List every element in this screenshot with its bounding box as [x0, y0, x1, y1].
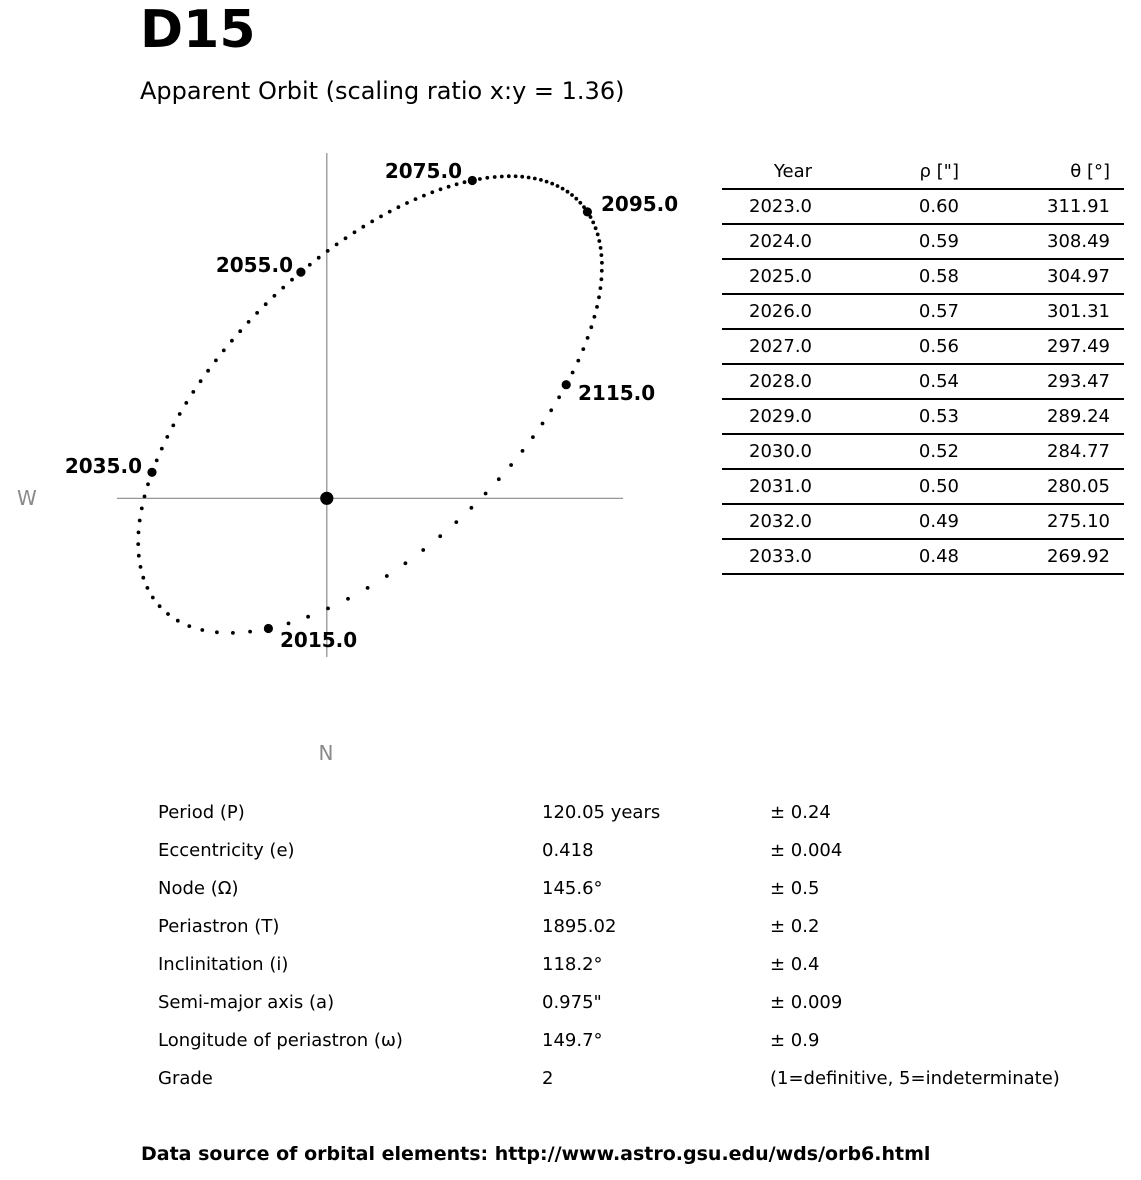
- year-label: 2115.0: [578, 381, 656, 405]
- table-cell-rho: 0.52: [812, 434, 959, 469]
- orbit-dot: [597, 239, 601, 243]
- orbit-dot: [317, 256, 321, 260]
- table-cell-rho: 0.48: [812, 539, 959, 574]
- element-row: [158, 1059, 1098, 1097]
- orbit-dot: [533, 177, 537, 181]
- table-cell-theta: 269.92: [959, 539, 1124, 574]
- table-cell-rho: 0.60: [812, 189, 959, 224]
- orbit-dot: [438, 534, 442, 538]
- ephemeris-markers: [147, 176, 592, 633]
- ephemeris-year-marker: [468, 176, 477, 185]
- orbit-dot: [485, 176, 489, 180]
- element-row: [158, 793, 1098, 831]
- orbit-dot: [566, 190, 570, 194]
- element-label: Grade: [158, 1067, 213, 1089]
- orbit-dot: [146, 482, 150, 486]
- page-title: D15: [140, 0, 256, 60]
- orbit-dot: [143, 495, 147, 499]
- orbit-dot: [287, 622, 291, 626]
- orbit-dot: [353, 230, 357, 234]
- table-row: [722, 189, 1124, 224]
- table-cell-theta: 275.10: [959, 504, 1124, 539]
- table-cell-year: 2028.0: [722, 364, 812, 399]
- element-value: 118.2°: [542, 953, 603, 975]
- element-error: ± 0.009: [770, 991, 843, 1013]
- orbit-dot: [593, 315, 597, 319]
- table-cell-year: 2029.0: [722, 399, 812, 434]
- orbit-dot: [599, 246, 603, 250]
- element-value: 120.05 years: [542, 801, 661, 823]
- orbit-dot: [556, 184, 560, 188]
- orbit-dot: [171, 424, 175, 428]
- orbit-dot: [463, 180, 467, 184]
- orbit-dot: [571, 371, 575, 375]
- table-cell-rho: 0.50: [812, 469, 959, 504]
- element-error: ± 0.004: [770, 839, 843, 861]
- orbit-dot: [454, 520, 458, 524]
- orbit-dot: [539, 178, 543, 182]
- primary-star-marker: [320, 492, 333, 505]
- orbit-dot: [141, 576, 145, 580]
- table-row: [722, 469, 1124, 504]
- orbit-dot: [591, 221, 595, 225]
- orbit-dot: [238, 329, 242, 333]
- table-cell-year: 2032.0: [722, 504, 812, 539]
- ephemeris-year-marker: [562, 380, 571, 389]
- orbit-dot: [264, 302, 268, 306]
- table-cell-theta: 284.77: [959, 434, 1124, 469]
- orbit-dot: [230, 339, 234, 343]
- element-value: 0.418: [542, 839, 594, 861]
- element-label: Periastron (T): [158, 915, 280, 937]
- orbit-dot: [570, 193, 574, 197]
- element-value: 149.7°: [542, 1029, 603, 1051]
- orbit-dot: [520, 175, 524, 179]
- orbit-dot: [550, 182, 554, 186]
- orbit-dot: [290, 278, 294, 282]
- table-cell-rho: 0.58: [812, 259, 959, 294]
- orbit-dot: [326, 607, 330, 611]
- west-direction-label: W: [17, 486, 37, 510]
- table-cell-rho: 0.57: [812, 294, 959, 329]
- year-label: 2015.0: [280, 628, 358, 652]
- orbit-dot: [405, 201, 409, 205]
- element-label: Node (Ω): [158, 877, 239, 899]
- element-error: ± 0.2: [770, 915, 820, 937]
- orbit-dot: [586, 336, 590, 340]
- orbit-dot: [600, 261, 604, 265]
- column-header-theta: θ [°]: [959, 154, 1124, 189]
- orbit-dot: [187, 624, 191, 628]
- orbit-dot: [600, 277, 604, 281]
- orbit-dot: [273, 294, 277, 298]
- orbit-dot: [139, 565, 143, 569]
- data-source-note: Data source of orbital elements: http://www.astro.gsu.edu/wds/orb6.html: [141, 1143, 931, 1165]
- orbit-dot: [527, 176, 531, 180]
- orbit-dot: [178, 412, 182, 416]
- orbit-dot: [151, 596, 155, 600]
- element-error: ± 0.9: [770, 1029, 820, 1051]
- orbit-dot: [531, 435, 535, 439]
- element-label: Semi-major axis (a): [158, 991, 335, 1013]
- element-value: 2: [542, 1067, 554, 1089]
- column-header-year: Year: [722, 154, 812, 189]
- orbit-dot: [589, 325, 593, 329]
- table-cell-rho: 0.53: [812, 399, 959, 434]
- element-label: Period (P): [158, 801, 245, 823]
- column-header-rho: ρ ["]: [812, 154, 959, 189]
- element-row: [158, 945, 1098, 983]
- table-cell-year: 2025.0: [722, 259, 812, 294]
- table-cell-theta: 289.24: [959, 399, 1124, 434]
- table-cell-theta: 304.97: [959, 259, 1124, 294]
- orbit-dot: [541, 422, 545, 426]
- orbit-dot: [361, 225, 365, 229]
- orbital-elements-list: [158, 793, 1098, 1097]
- orbit-dot: [346, 597, 350, 601]
- orbit-dot: [493, 175, 497, 179]
- table-cell-rho: 0.49: [812, 504, 959, 539]
- orbit-dot: [509, 463, 513, 467]
- orbit-dot: [595, 305, 599, 309]
- orbit-dot: [138, 519, 142, 523]
- orbit-dot: [507, 174, 511, 178]
- orbit-dot: [596, 233, 600, 237]
- table-cell-theta: 311.91: [959, 189, 1124, 224]
- element-error: ± 0.5: [770, 877, 820, 899]
- orbit-dot: [414, 197, 418, 201]
- north-direction-label: N: [318, 741, 334, 765]
- table-cell-year: 2024.0: [722, 224, 812, 259]
- orbit-dot: [470, 506, 474, 510]
- element-row: [158, 869, 1098, 907]
- element-row: [158, 907, 1098, 945]
- orbit-dot: [308, 263, 312, 267]
- element-label: Eccentricity (e): [158, 839, 295, 861]
- orbit-dot: [137, 531, 141, 535]
- orbit-dot: [222, 349, 226, 353]
- orbit-dot: [200, 628, 204, 632]
- orbit-dot: [140, 507, 144, 511]
- element-label: Longitude of periastron (ω): [158, 1029, 403, 1051]
- orbit-dot: [155, 459, 159, 463]
- orbit-dot: [581, 347, 585, 351]
- table-row: [722, 399, 1124, 434]
- orbit-dot: [191, 390, 195, 394]
- orbit-dot: [597, 295, 601, 299]
- orbit-dot: [484, 492, 488, 496]
- orbit-dot: [497, 477, 501, 481]
- element-value: 0.975": [542, 991, 602, 1013]
- orbit-dot: [247, 320, 251, 324]
- table-cell-rho: 0.56: [812, 329, 959, 364]
- orbit-dot: [600, 269, 604, 273]
- orbit-dot: [421, 548, 425, 552]
- orbit-dot: [578, 201, 582, 205]
- element-value: 1895.02: [542, 915, 617, 937]
- orbit-dot: [574, 197, 578, 201]
- orbit-dot: [335, 243, 339, 247]
- table-cell-year: 2023.0: [722, 189, 812, 224]
- table-cell-year: 2027.0: [722, 329, 812, 364]
- orbit-dot: [255, 311, 259, 315]
- orbit-dot: [199, 379, 203, 383]
- element-value: 145.6°: [542, 877, 603, 899]
- orbit-dot: [306, 615, 310, 619]
- table-row: [722, 364, 1124, 399]
- orbit-dot: [206, 369, 210, 373]
- table-cell-theta: 280.05: [959, 469, 1124, 504]
- orbit-dot: [379, 215, 383, 219]
- table-cell-rho: 0.59: [812, 224, 959, 259]
- orbit-dot: [561, 187, 565, 191]
- ephemeris-year-marker: [264, 624, 273, 633]
- orbit-dot: [385, 574, 389, 578]
- table-header-row: [722, 154, 1124, 189]
- table-cell-year: 2030.0: [722, 434, 812, 469]
- year-labels: [65, 159, 678, 652]
- orbit-dot: [594, 226, 598, 230]
- ephemeris-year-marker: [583, 207, 592, 216]
- ephemeris-year-marker: [296, 268, 305, 277]
- orbit-dot: [166, 612, 170, 616]
- orbit-dot: [514, 174, 518, 178]
- orbit-dot: [137, 554, 141, 558]
- orbit-dot: [430, 190, 434, 194]
- table-row: [722, 224, 1124, 259]
- orbit-dot: [549, 408, 553, 412]
- orbit-dot: [214, 359, 218, 363]
- year-label: 2055.0: [215, 253, 293, 277]
- orbit-dot: [215, 630, 219, 634]
- element-label: Inclinitation (i): [158, 953, 289, 975]
- ephemeris-table: [722, 154, 1124, 575]
- orbit-dot: [160, 447, 164, 451]
- orbit-dot: [439, 187, 443, 191]
- orbit-dot: [281, 286, 285, 290]
- page-subtitle: Apparent Orbit (scaling ratio x:y = 1.36): [140, 77, 625, 105]
- orbit-dot: [176, 619, 180, 623]
- year-label: 2075.0: [384, 159, 462, 183]
- orbit-dot: [500, 175, 504, 179]
- table-row: [722, 259, 1124, 294]
- orbit-dot: [422, 194, 426, 198]
- table-row: [722, 434, 1124, 469]
- orbit-dot: [146, 586, 150, 590]
- orbit-dot: [231, 631, 235, 635]
- orbit-dot: [404, 561, 408, 565]
- orbit-dot: [599, 286, 603, 290]
- orbit-dot: [600, 253, 604, 257]
- orbit-dot: [388, 210, 392, 214]
- orbit-dot: [397, 205, 401, 209]
- orbit-dot: [165, 435, 169, 439]
- element-error: ± 0.24: [770, 801, 831, 823]
- element-row: [158, 983, 1098, 1021]
- year-label: 2095.0: [601, 192, 679, 216]
- table-cell-year: 2031.0: [722, 469, 812, 504]
- element-row: [158, 1021, 1098, 1059]
- table-cell-theta: 297.49: [959, 329, 1124, 364]
- year-label: 2035.0: [64, 454, 142, 478]
- orbit-dot: [184, 401, 188, 405]
- orbit-dot: [366, 586, 370, 590]
- table-cell-rho: 0.54: [812, 364, 959, 399]
- orbit-dot: [521, 449, 525, 453]
- element-error: (1=definitive, 5=indeterminate): [770, 1067, 1060, 1089]
- orbit-dot: [478, 177, 482, 181]
- table-row: [722, 294, 1124, 329]
- orbit-dot: [158, 604, 162, 608]
- ephemeris-year-marker: [147, 468, 156, 477]
- table-cell-theta: 293.47: [959, 364, 1124, 399]
- orbit-dot: [545, 180, 549, 184]
- element-row: [158, 831, 1098, 869]
- orbit-dot: [326, 249, 330, 253]
- table-row: [722, 539, 1124, 574]
- table-row: [722, 329, 1124, 364]
- orbit-dot: [344, 236, 348, 240]
- table-cell-year: 2033.0: [722, 539, 812, 574]
- orbit-dot: [447, 185, 451, 189]
- element-error: ± 0.4: [770, 953, 820, 975]
- ephemeris-table-body: [722, 189, 1124, 574]
- table-cell-year: 2026.0: [722, 294, 812, 329]
- table-cell-theta: 301.31: [959, 294, 1124, 329]
- orbit-dots: [136, 174, 604, 635]
- table-row: [722, 504, 1124, 539]
- table-cell-theta: 308.49: [959, 224, 1124, 259]
- orbit-dot: [248, 630, 252, 634]
- orbit-dot: [370, 220, 374, 224]
- orbit-dot: [136, 542, 140, 546]
- orbit-dot: [557, 395, 561, 399]
- orbit-dot: [576, 359, 580, 363]
